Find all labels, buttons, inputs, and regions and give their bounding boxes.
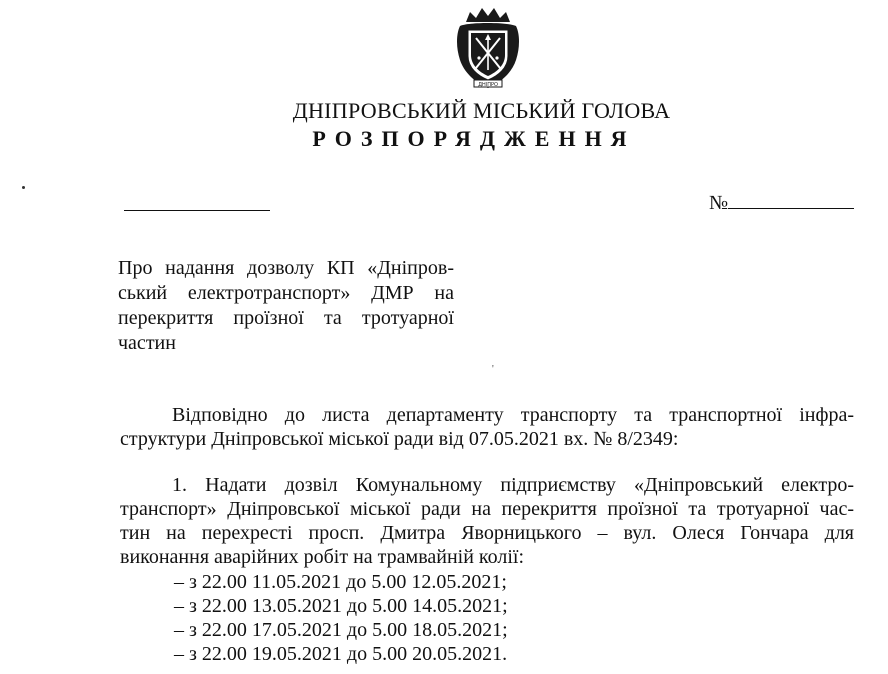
closure-period: – з 22.00 19.05.2021 до 5.00 20.05.2021. bbox=[174, 643, 508, 665]
dnipro-coat-of-arms-icon bbox=[452, 4, 524, 92]
closure-period: – з 22.00 11.05.2021 до 5.00 12.05.2021; bbox=[174, 571, 507, 593]
preamble-paragraph bbox=[120, 403, 854, 451]
paragraph-line: структури Дніпровської міської ради від 07.05.2021 вх. № 8/2349: bbox=[120, 428, 679, 450]
org-title: ДНІПРОВСЬКИЙ МІСЬКИЙ ГОЛОВА bbox=[292, 98, 671, 123]
closure-period: – з 22.00 13.05.2021 до 5.00 14.05.2021; bbox=[174, 595, 508, 617]
scan-speck bbox=[22, 186, 25, 189]
subject-line: перекриття проїзної та тротуарної bbox=[118, 307, 454, 329]
subject-line: Про надання дозволу КП «Дніпров- bbox=[118, 257, 454, 279]
closure-period: – з 22.00 17.05.2021 до 5.00 18.05.2021; bbox=[174, 619, 508, 641]
paragraph-line: Відповідно до листа департаменту транспорту та транспортної інфра- bbox=[172, 404, 854, 426]
paragraph-line: виконання аварійних робіт на трамвайній колії: bbox=[120, 546, 525, 568]
number-blank-line bbox=[728, 190, 854, 209]
paragraph-line: тин на перехресті просп. Дмитра Яворницького – вул. Олеся Гончара для bbox=[120, 522, 854, 544]
paragraph-line: транспорт» Дніпровської міської ради на перекриття проїзної та тротуарної час- bbox=[120, 498, 854, 520]
item-1-paragraph bbox=[120, 473, 854, 569]
paragraph-line: 1. Надати дозвіл Комунальному підприємству «Дніпровський електро- bbox=[172, 474, 854, 496]
date-blank-line bbox=[124, 210, 270, 211]
document-number bbox=[709, 190, 854, 215]
number-label: № bbox=[709, 192, 729, 214]
svg-text:ДНІПРО: ДНІПРО bbox=[478, 82, 498, 88]
document-subject bbox=[118, 256, 454, 356]
subject-line: частин bbox=[118, 332, 176, 354]
scan-mark: ' bbox=[492, 364, 494, 375]
subject-line: ський електротранспорт» ДМР на bbox=[118, 282, 454, 304]
document-type: РОЗПОРЯДЖЕННЯ bbox=[312, 126, 636, 151]
closure-periods-list bbox=[174, 570, 508, 666]
